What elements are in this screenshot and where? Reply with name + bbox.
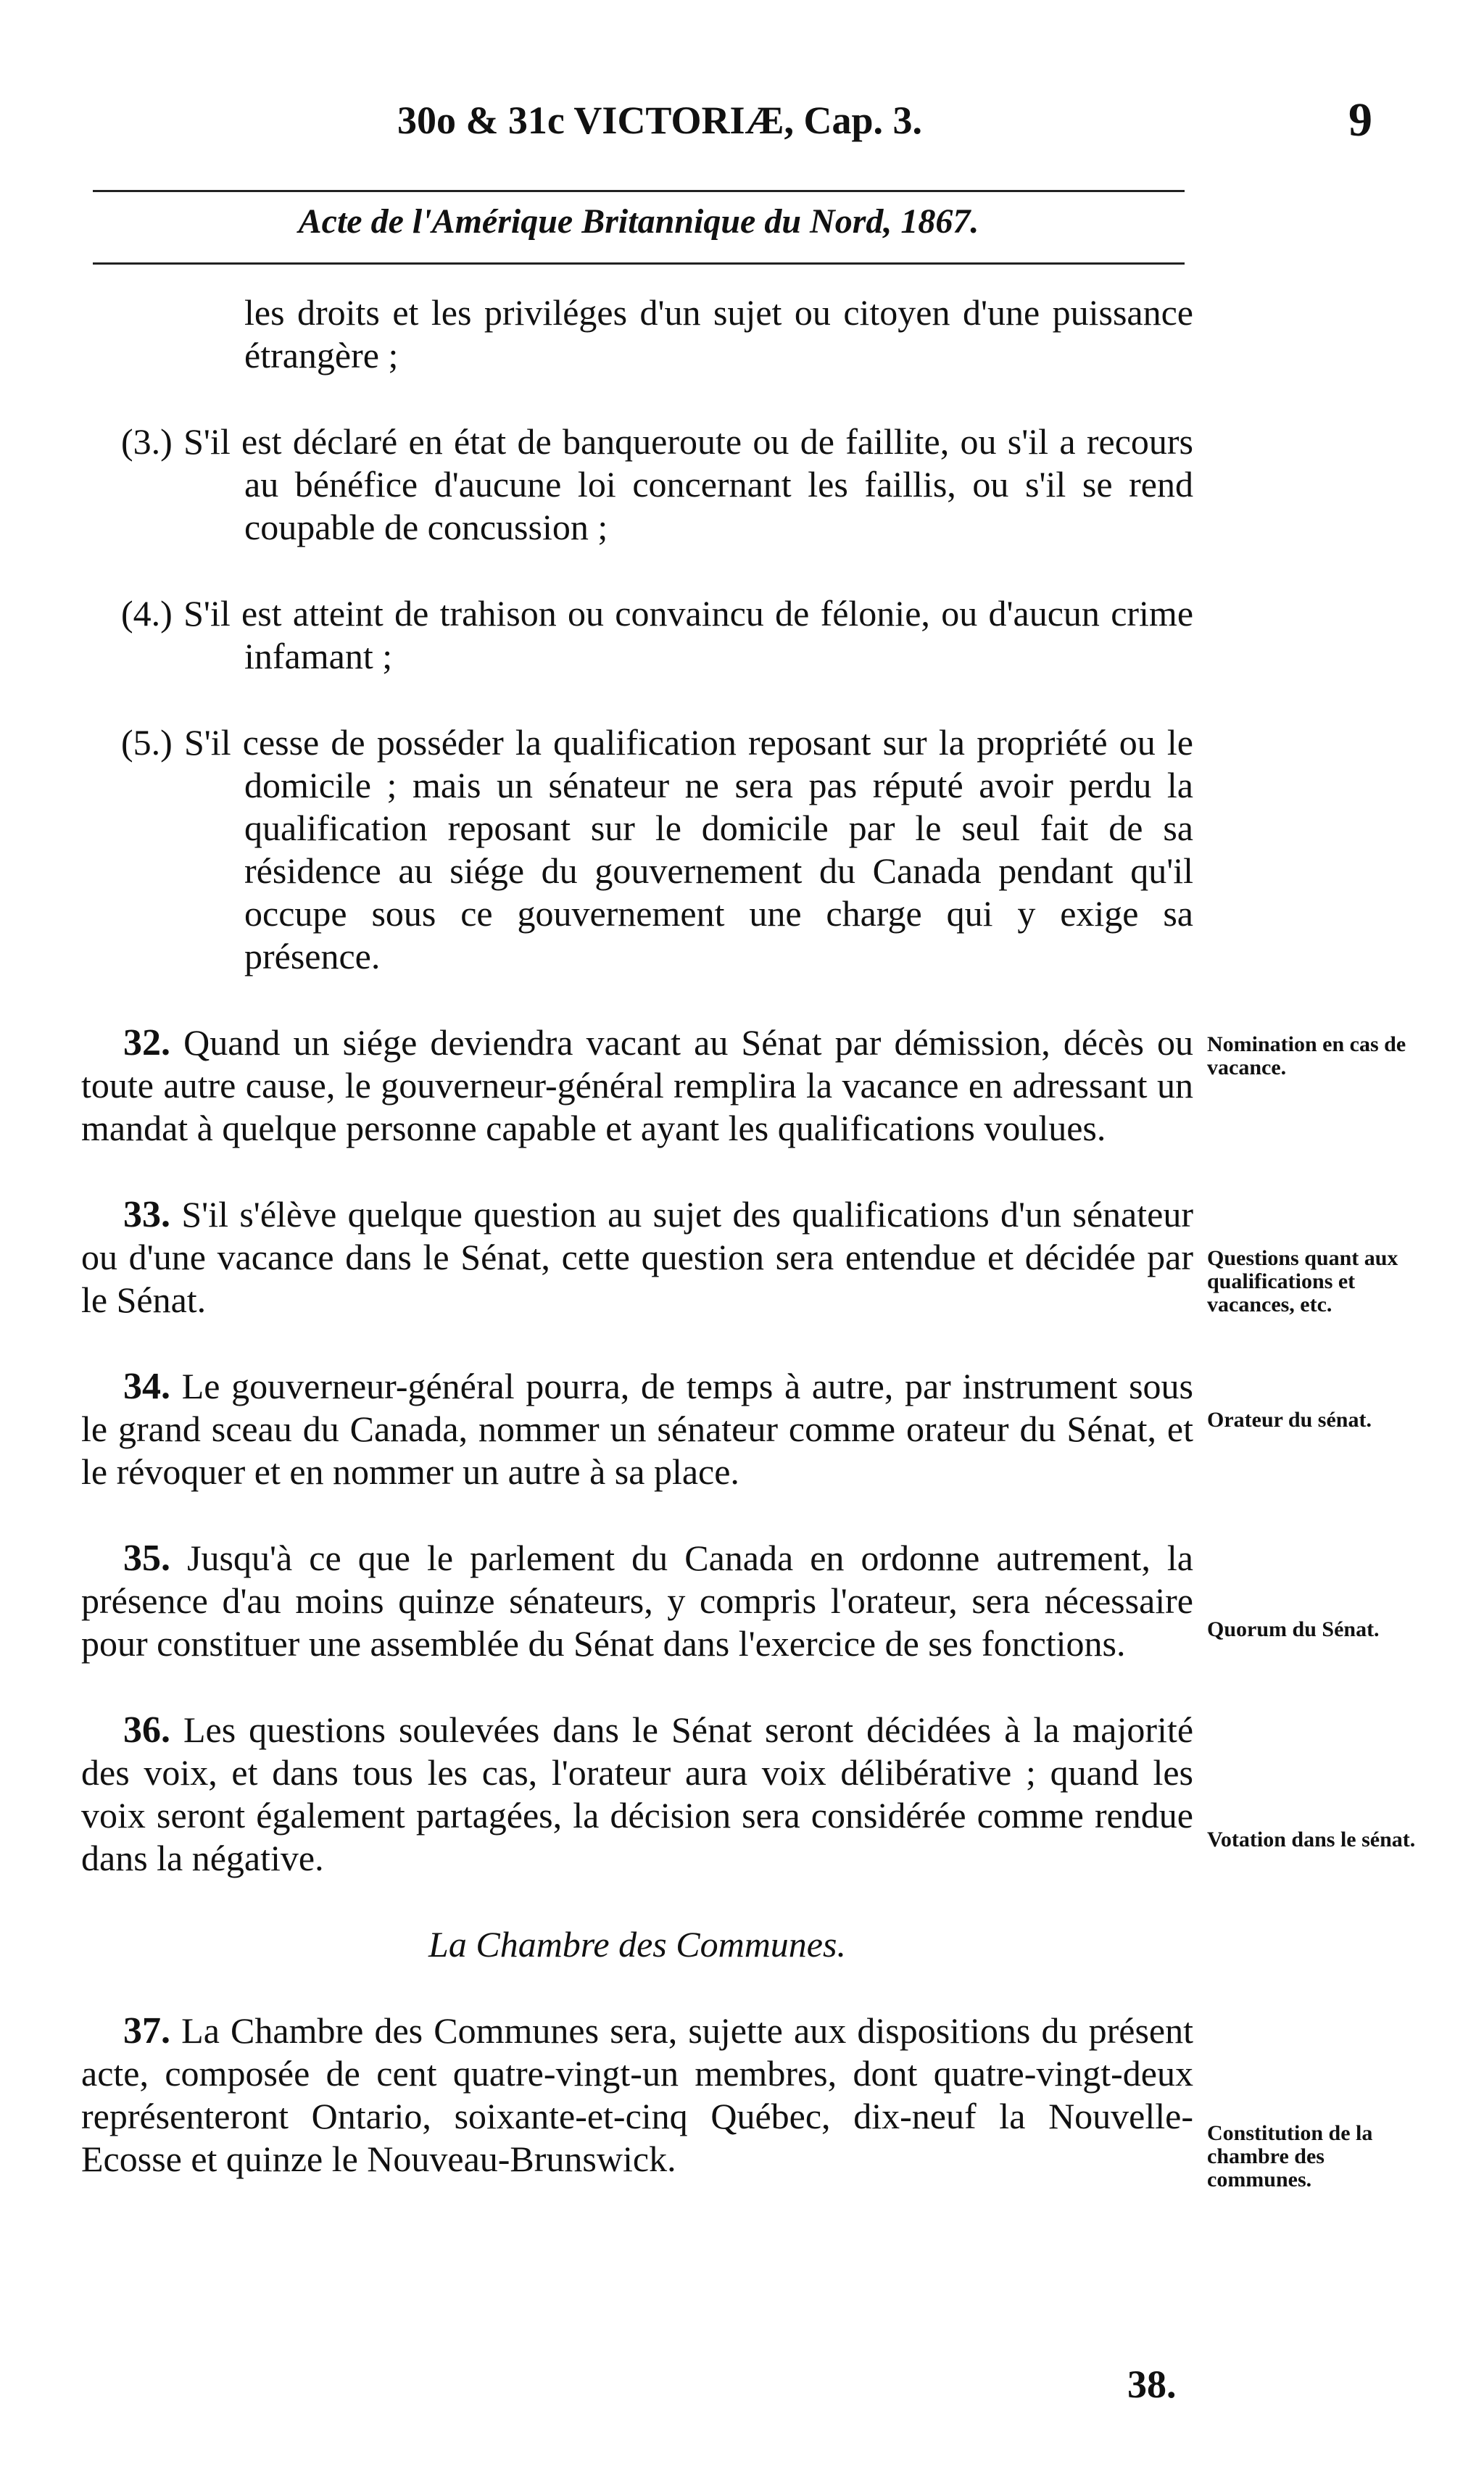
section-37 bbox=[81, 2010, 1193, 2181]
item-label: (5.) bbox=[121, 722, 173, 763]
section-34 bbox=[81, 1365, 1193, 1493]
section-text: Jusqu'à ce que le parlement du Canada en ordonne autrement, la présence d'au moins quinze sénateurs, y compris l'orateur, sera nécessaire pour constituer une assemblée du Sénat dans l'exercice de ses fonctions. bbox=[81, 1538, 1193, 1664]
item-5 bbox=[81, 721, 1193, 978]
item-label: (4.) bbox=[121, 593, 173, 634]
section-number: 35. bbox=[123, 1538, 170, 1579]
marginal-note-35: Quorum du Sénat. bbox=[1207, 1617, 1380, 1641]
page-number: 9 bbox=[1348, 94, 1372, 146]
section-36 bbox=[81, 1709, 1193, 1880]
section-heading: La Chambre des Communes. bbox=[428, 1924, 846, 1965]
item-text: S'il est déclaré en état de banqueroute ou de faillite, ou s'il a recours au bénéfice d'aucune loi concernant les faillis, ou s'il se rend coupable de concussion ; bbox=[183, 421, 1193, 547]
body-text bbox=[81, 291, 1193, 2181]
header-rule-bottom bbox=[93, 262, 1185, 265]
item-4 bbox=[81, 592, 1193, 678]
section-number: 37. bbox=[123, 2010, 170, 2052]
marginal-note-34: Orateur du sénat. bbox=[1207, 1408, 1372, 1432]
act-subtitle: Acte de l'Amérique Britannique du Nord, 1867. bbox=[298, 202, 979, 241]
marginal-note-37: Constitution de la chambre des communes. bbox=[1207, 2121, 1373, 2191]
section-number: 33. bbox=[123, 1194, 170, 1235]
catchword: 38. bbox=[1127, 2363, 1177, 2406]
item-3 bbox=[81, 420, 1193, 549]
item-label: (3.) bbox=[121, 421, 173, 462]
section-number: 34. bbox=[123, 1366, 170, 1407]
item-text: S'il cesse de posséder la qualification reposant sur la propriété ou le domicile ; mais un sénateur ne sera pas réputé avoir perdu la qualification reposant sur le domicile par le seul fait de sa résidence au siége du gouvernement du Canada pendant qu'il occupe sous ce gouvernement une charge qui y exige sa présence. bbox=[183, 722, 1193, 976]
marginal-note-32: Nomination en cas de vacance. bbox=[1207, 1032, 1406, 1079]
marginal-note-36: Votation dans le sénat. bbox=[1207, 1828, 1416, 1851]
section-text: La Chambre des Communes sera, sujette aux dispositions du présent acte, composée de cent quatre-vingt-un membres, dont quatre-vingt-deux représenteront Ontario, soixante-et-cinq Québec, dix-neuf la Nouvelle-Ecosse et quinze le Nouveau-Brunswick. bbox=[81, 2010, 1193, 2179]
continuation-paragraph: les droits et les priviléges d'un sujet ou citoyen d'une puissance étrangère ; bbox=[244, 292, 1193, 376]
section-text: S'il s'élève quelque question au sujet des qualifications d'un sénateur ou d'une vacance dans le Sénat, cette question sera entendue et décidée par le Sénat. bbox=[81, 1194, 1193, 1320]
section-text: Les questions soulevées dans le Sénat seront décidées à la majorité des voix, et dans tous les cas, l'orateur aura voix délibérative ; quand les voix seront également partagées, la décision sera considérée comme rendue dans la négative. bbox=[81, 1709, 1194, 1878]
running-header: 30o & 31c VICTORIÆ, Cap. 3. bbox=[397, 99, 923, 142]
section-number: 32. bbox=[123, 1022, 170, 1063]
header-rule-top bbox=[93, 190, 1185, 192]
marginal-note-33: Questions quant aux qualifications et vacances, etc. bbox=[1207, 1246, 1398, 1316]
section-32 bbox=[81, 1021, 1193, 1150]
section-35 bbox=[81, 1537, 1193, 1665]
section-text: Le gouverneur-général pourra, de temps à autre, par instrument sous le grand sceau du Canada, nommer un sénateur comme orateur du Sénat, et le révoquer et en nommer un autre à sa place. bbox=[81, 1366, 1193, 1492]
item-text: S'il est atteint de trahison ou convaincu de félonie, ou d'aucun crime infamant ; bbox=[183, 593, 1194, 676]
section-text: Quand un siége deviendra vacant au Sénat par démission, décès ou toute autre cause, le gouverneur-général remplira la vacance en adressant un mandat à quelque personne capable et ayant les qualifications voulues. bbox=[81, 1022, 1194, 1148]
section-number: 36. bbox=[123, 1709, 170, 1751]
section-33 bbox=[81, 1193, 1193, 1322]
